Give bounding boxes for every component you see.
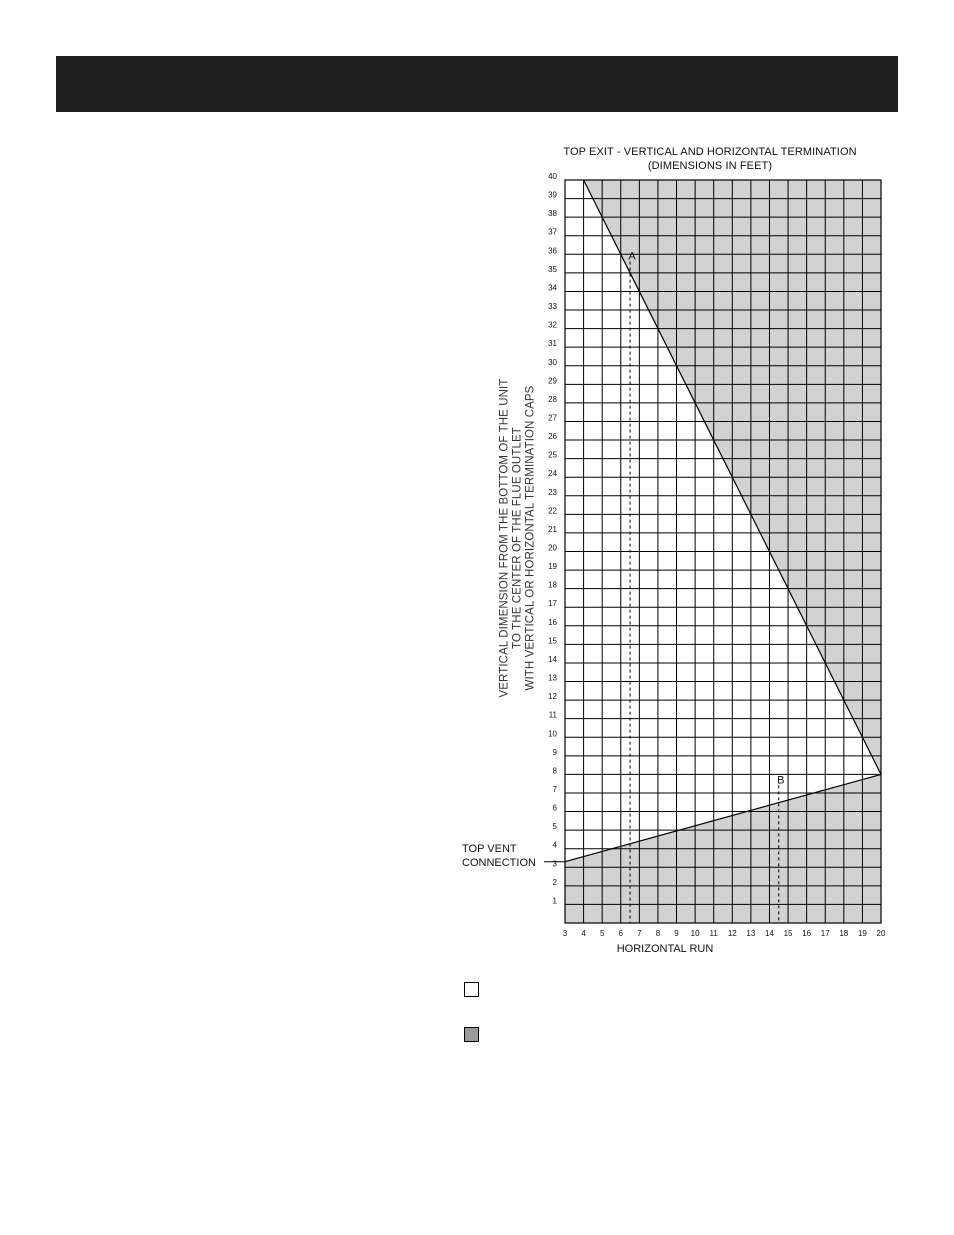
y-tick-label: 24	[548, 469, 557, 479]
x-tick-label: 4	[581, 929, 586, 938]
y-tick-label: 4	[552, 840, 557, 850]
y-tick-label: 27	[548, 413, 557, 423]
y-tick-label: 16	[548, 617, 557, 627]
y-tick-label: 13	[548, 673, 557, 683]
y-tick-label: 23	[548, 487, 557, 497]
x-tick-label: 7	[637, 929, 642, 938]
y-tick-label: 33	[548, 302, 557, 312]
y-tick-label: 39	[548, 190, 557, 200]
x-tick-label: 18	[839, 929, 849, 938]
y-tick-label: 21	[548, 524, 557, 534]
x-tick-label: 14	[765, 929, 774, 938]
y-tick-label: 29	[548, 376, 557, 386]
x-tick-label: 12	[727, 929, 737, 938]
x-tick-label: 20	[876, 929, 886, 938]
x-tick-label: 8	[655, 929, 661, 938]
y-tick-label: 35	[548, 264, 557, 274]
x-tick-label: 5	[599, 929, 605, 938]
x-tick-label: 13	[746, 929, 756, 938]
y-tick-label: 30	[548, 357, 557, 367]
y-tick-label: 1	[552, 896, 557, 906]
y-tick-label: 3	[552, 859, 557, 869]
y-tick-label: 12	[548, 692, 557, 702]
y-tick-label: 6	[552, 803, 557, 813]
y-tick-label: 37	[548, 227, 557, 237]
y-tick-label: 7	[552, 784, 557, 794]
x-tick-label: 16	[802, 929, 812, 938]
x-axis-label: HORIZONTAL RUN	[616, 943, 714, 955]
y-tick-label: 20	[548, 543, 557, 553]
y-tick-label: 25	[548, 450, 557, 460]
y-tick-label: 36	[548, 246, 557, 256]
y-tick-label: 14	[548, 654, 557, 664]
y-tick-label: 31	[548, 339, 557, 349]
chart-subtitle: (DIMENSIONS IN FEET)	[647, 160, 773, 172]
y-axis-label-line-3: WITH VERTICAL OR HORIZONTAL TERMINATION CAPS	[524, 385, 537, 691]
x-tick-label: 9	[674, 929, 679, 938]
top-vent-annotation	[462, 842, 536, 870]
x-tick-label: 19	[857, 929, 867, 938]
y-tick-label: 2	[552, 877, 557, 887]
y-tick-label: 11	[548, 710, 557, 720]
x-tick-label: 3	[562, 929, 568, 938]
y-tick-label: 26	[548, 432, 557, 442]
x-tick-label: 6	[618, 929, 623, 938]
x-tick-label: 15	[783, 929, 793, 938]
marker-label: B	[777, 774, 785, 787]
y-tick-label: 17	[548, 599, 557, 609]
y-tick-label: 8	[552, 766, 557, 776]
y-tick-label: 38	[548, 209, 557, 219]
y-tick-label: 28	[548, 394, 557, 404]
legend-allowed-swatch	[464, 982, 479, 997]
legend-disallowed-swatch	[464, 1027, 479, 1042]
chart-title: TOP EXIT - VERTICAL AND HORIZONTAL TERMINATION	[563, 146, 857, 158]
y-tick-label: 15	[548, 636, 557, 646]
y-tick-label: 34	[548, 283, 557, 293]
marker-label: A	[628, 250, 636, 263]
y-tick-label: 19	[548, 562, 557, 572]
y-axis-label-line-2: TO THE CENTER OF THE FLUE OUTLET	[511, 427, 524, 649]
y-tick-label: 40	[548, 172, 557, 181]
x-tick-label: 10	[690, 929, 700, 938]
y-tick-label: 9	[552, 747, 557, 757]
y-tick-label: 22	[548, 506, 557, 516]
top-vent-line-1: TOP VENT	[462, 843, 517, 855]
y-axis-label-line-1: VERTICAL DIMENSION FROM THE BOTTOM OF THE UNIT	[498, 378, 511, 698]
y-tick-label: 10	[548, 729, 557, 739]
y-tick-label: 18	[548, 580, 557, 590]
x-tick-label: 11	[709, 929, 718, 938]
top-vent-line-2: CONNECTION	[462, 857, 536, 869]
x-tick-label: 17	[820, 929, 830, 938]
y-tick-label: 5	[552, 822, 557, 832]
y-tick-label: 32	[548, 320, 557, 330]
